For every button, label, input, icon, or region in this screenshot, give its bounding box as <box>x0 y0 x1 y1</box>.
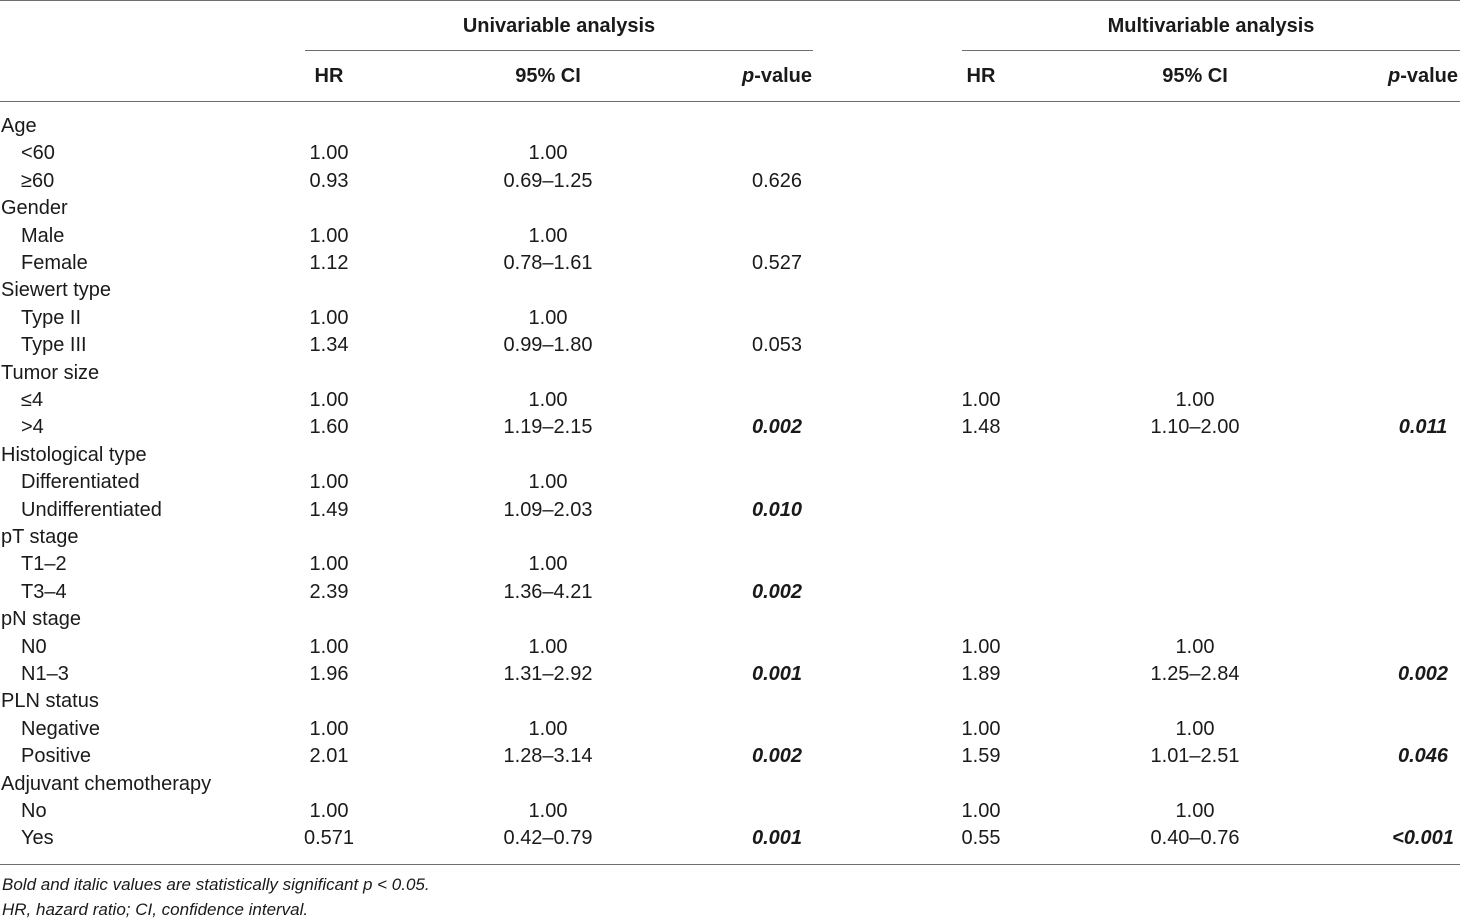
uni-hr-value: 1.00 <box>309 553 349 576</box>
multi-hr-header: HR <box>966 65 996 87</box>
variable-label: PLN status <box>1 690 99 713</box>
footnote-significance: Bold and italic values are statistically significant p < 0.05. <box>2 875 430 894</box>
uni-hr-value: 1.60 <box>309 416 349 439</box>
uni-hr-value: 1.00 <box>309 389 349 411</box>
row-label: N0 <box>21 635 47 658</box>
row-label: Type II <box>21 306 82 329</box>
row-label: <60 <box>21 142 55 165</box>
multi-hr-value: 0.55 <box>961 827 1001 850</box>
multi-hr-value: 1.59 <box>961 745 1001 768</box>
uni-hr-value: 1.12 <box>309 252 349 274</box>
uni-p-value: 0.002 <box>751 580 803 603</box>
uni-ci-value: 1.00 <box>528 553 568 576</box>
multi-p-value: 0.011 <box>1398 416 1448 439</box>
variable-label: Adjuvant chemotherapy <box>1 772 212 795</box>
uni-p-value: 0.010 <box>751 498 803 521</box>
multi-hr-value: 1.00 <box>961 800 1001 822</box>
uni-hr-value: 1.00 <box>309 142 349 165</box>
uni-ci-value: 0.99–1.80 <box>503 334 593 357</box>
multi-ci-value: 1.00 <box>1175 635 1215 658</box>
uni-hr-value: 1.96 <box>309 663 349 685</box>
variable-label: Tumor size <box>1 361 100 384</box>
row-label: N1–3 <box>21 663 69 685</box>
multi-ci-value: 1.25–2.84 <box>1150 663 1240 685</box>
uni-ci-header: 95% CI <box>515 65 581 87</box>
multi-ci-value: 1.00 <box>1175 717 1215 740</box>
uni-p-value: 0.002 <box>751 416 803 439</box>
multi-hr-value: 1.00 <box>961 635 1001 658</box>
row-label: T1–2 <box>21 553 67 576</box>
uni-ci-value: 1.00 <box>528 224 568 247</box>
row-label: Male <box>21 224 65 247</box>
uni-ci-value: 1.00 <box>528 717 568 740</box>
uni-ci-value: 1.00 <box>528 142 568 165</box>
uni-p-value: 0.527 <box>751 252 803 274</box>
header-bottom-rule <box>0 101 1460 102</box>
multi-ci-header: 95% CI <box>1162 65 1228 87</box>
row-label: No <box>21 800 47 822</box>
row-label: Positive <box>21 745 92 768</box>
multi-ci-value: 1.00 <box>1175 389 1215 411</box>
multi-p-value: 0.002 <box>1397 663 1449 685</box>
variable-label: Age <box>1 115 37 137</box>
multivariable-rule <box>962 50 1460 51</box>
uni-hr-value: 1.00 <box>309 800 349 822</box>
uni-p-value: 0.001 <box>751 827 803 850</box>
multivariable-header: Multivariable analysis <box>1107 15 1315 37</box>
multi-p-header: p-value <box>1387 65 1458 87</box>
multi-p-value: <0.001 <box>1392 827 1454 850</box>
uni-ci-value: 1.09–2.03 <box>503 498 593 521</box>
uni-ci-value: 1.00 <box>528 800 568 822</box>
multi-p-value: 0.046 <box>1397 745 1449 768</box>
multi-hr-value: 1.00 <box>961 717 1001 740</box>
uni-p-value: 0.626 <box>751 169 803 192</box>
variable-label: Siewert type <box>1 279 112 302</box>
univariable-header: Univariable analysis <box>462 15 656 37</box>
row-label: Negative <box>21 717 100 740</box>
uni-hr-value: 0.93 <box>309 169 349 192</box>
uni-hr-header: HR <box>314 65 344 87</box>
uni-hr-value: 1.00 <box>309 306 349 329</box>
uni-p-value: 0.001 <box>751 663 803 685</box>
multi-ci-value: 1.00 <box>1175 800 1215 822</box>
row-label: T3–4 <box>21 580 67 603</box>
variable-label: Gender <box>1 197 68 220</box>
uni-ci-value: 1.28–3.14 <box>503 745 593 768</box>
uni-hr-value: 1.00 <box>309 717 349 740</box>
multi-hr-value: 1.89 <box>961 663 1001 685</box>
variable-label: pN stage <box>1 608 82 631</box>
uni-ci-value: 0.69–1.25 <box>503 169 593 192</box>
variable-label: pT stage <box>1 526 79 548</box>
uni-hr-value: 2.39 <box>309 580 349 603</box>
top-rule <box>0 0 1460 1</box>
uni-ci-value: 1.00 <box>528 389 568 411</box>
uni-hr-value: 1.00 <box>309 635 349 658</box>
uni-ci-value: 1.36–4.21 <box>503 580 593 603</box>
uni-p-value: 0.002 <box>751 745 803 768</box>
multi-ci-value: 0.40–0.76 <box>1150 827 1240 850</box>
row-label: Type III <box>21 334 87 357</box>
row-label: ≥60 <box>21 169 55 192</box>
row-label: Undifferentiated <box>21 498 162 521</box>
variable-label: Histological type <box>1 443 147 466</box>
uni-hr-value: 1.34 <box>309 334 349 357</box>
table-bottom-rule <box>0 864 1460 865</box>
multi-ci-value: 1.01–2.51 <box>1150 745 1240 768</box>
uni-ci-value: 1.31–2.92 <box>503 663 593 685</box>
row-label: Female <box>21 252 88 274</box>
uni-hr-value: 1.00 <box>309 224 349 247</box>
uni-ci-value: 1.00 <box>528 306 568 329</box>
univariable-rule <box>305 50 813 51</box>
uni-p-value: 0.053 <box>751 334 803 357</box>
row-label: Differentiated <box>21 471 140 494</box>
row-label: Yes <box>21 827 54 850</box>
uni-hr-value: 1.00 <box>309 471 349 494</box>
uni-hr-value: 2.01 <box>309 745 349 768</box>
uni-ci-value: 1.00 <box>528 471 568 494</box>
uni-ci-value: 0.78–1.61 <box>503 252 593 274</box>
uni-p-header: p-value <box>741 65 812 87</box>
footnote-abbreviations: HR, hazard ratio; CI, confidence interval. <box>2 900 309 919</box>
multi-hr-value: 1.00 <box>961 389 1001 411</box>
uni-ci-value: 1.19–2.15 <box>503 416 593 439</box>
uni-hr-value: 0.571 <box>303 827 355 850</box>
multi-ci-value: 1.10–2.00 <box>1150 416 1240 439</box>
uni-ci-value: 1.00 <box>528 635 568 658</box>
uni-ci-value: 0.42–0.79 <box>503 827 593 850</box>
uni-hr-value: 1.49 <box>309 498 349 521</box>
multi-hr-value: 1.48 <box>961 416 1001 439</box>
row-label: >4 <box>21 416 44 439</box>
row-label: ≤4 <box>21 389 44 411</box>
